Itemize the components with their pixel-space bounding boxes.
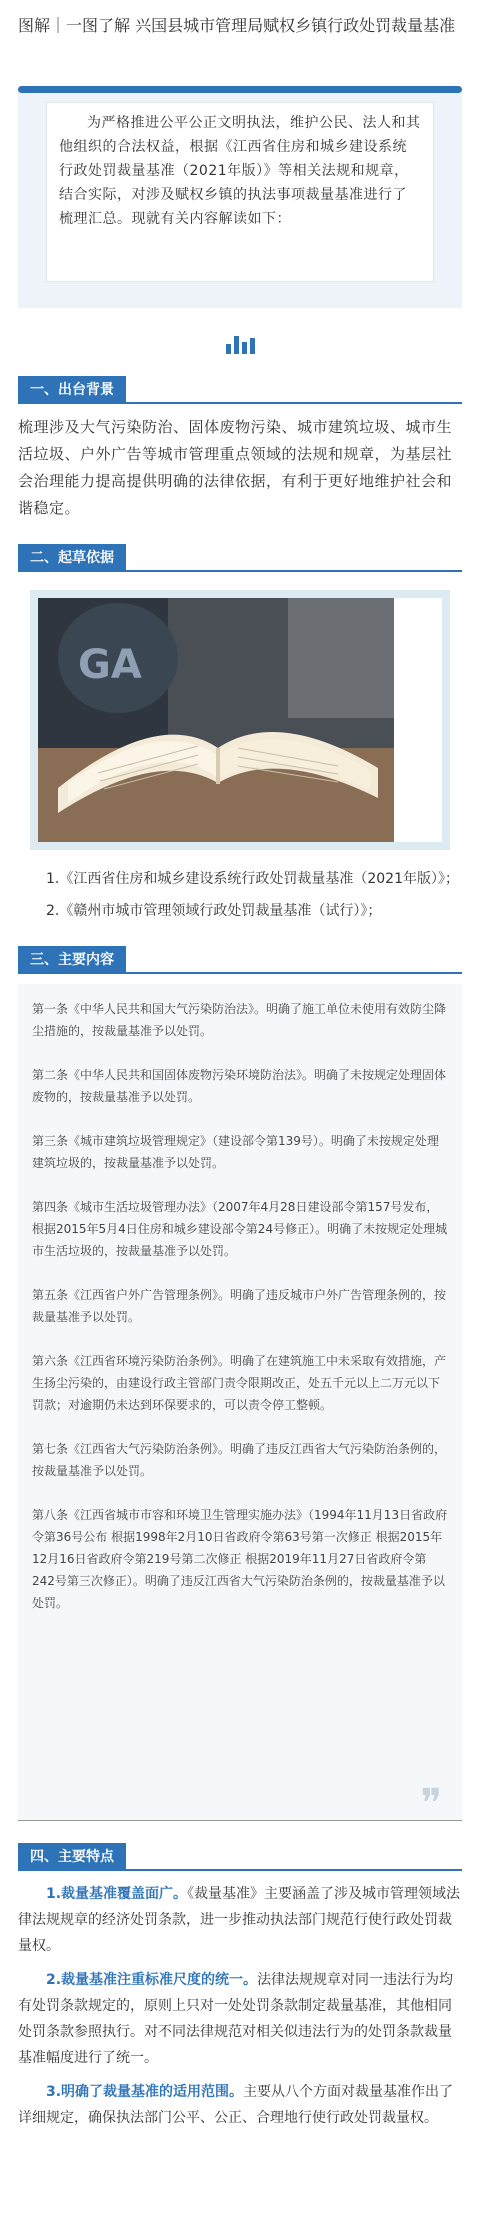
content-item: 第八条《江西省城市市容和环境卫生管理实施办法》（1994年11月13日省政府令第36号公布 根据1998年2月10日省政府令第63号第一次修正 根据2015年12月16日省政府令第219号第二次修正 根据2019年11月27日省政府令第242号第三次修正）。明确了违反江西省大气污染防治条例的，按裁量基准予以处罚。: [32, 1508, 448, 1610]
intro-text: 为严格推进公平公正文明执法，维护公民、法人和其他组织的合法权益，根据《江西省住房和城乡建设系统行政处罚裁量基准（2021年版）》等相关法规和规章，结合实际，对涉及赋权乡镇的执法事项裁量基准进行了梳理汇总。现就有关内容解读如下：: [46, 102, 434, 282]
feature-text: 法律法规规章对同一违法行为均有处罚条款规定的，原则上只对一处处罚条款制定裁量基准，其他相同处罚条款参照执行。对不同法律规范对相关似违法行为的处罚条款裁量基准幅度进行了统一。: [18, 1972, 454, 2066]
content-item: 第七条《江西省大气污染防治条例》。明确了违反江西省大气污染防治条例的，按裁量基准予以处罚。: [32, 1442, 447, 1478]
bar-chart-icon: [0, 324, 480, 354]
feature-item: [18, 2079, 462, 2131]
intro-panel: [18, 86, 462, 316]
feature-item: [18, 1967, 462, 2071]
section-heading-label: 一、出台背景: [18, 376, 126, 404]
features-list: [18, 1881, 462, 2131]
section-heading-label: 三、主要内容: [18, 946, 126, 974]
background-text: 梳理涉及大气污染防治、固体废物污染、城市建筑垃圾、城市生活垃圾、户外广告等城市管理重点领域的法规和规章，为基层社会治理能力提高提供明确的法律依据，有利于更好地维护社会和谐稳定。: [18, 418, 453, 517]
basis-item: 2.《赣州市城市管理领域行政处罚裁量基准（试行）》；: [46, 903, 382, 919]
section-heading-basis: [18, 542, 462, 572]
content-item: 第一条《中华人民共和国大气污染防治法》。明确了施工单位未使用有效防尘降尘措施的，按裁量基准予以处罚。: [32, 1002, 447, 1038]
content-item: 第四条《城市生活垃圾管理办法》（2007年4月28日建设部令第157号发布，根据2015年5月4日住房和城乡建设部令第24号修正）。明确了未按规定处理城市生活垃圾的，按裁量基准予以处罚。: [32, 1200, 448, 1258]
svg-text:GA: GA: [78, 642, 142, 688]
feature-text: 主要从八个方面对裁量基准作出了详细规定，确保执法部门公平、公正、合理地行使行政处罚裁量权。: [18, 2084, 454, 2126]
content-item: 第五条《江西省户外广告管理条例》。明确了违反城市户外广告管理条例的，按裁量基准予以处罚。: [32, 1288, 447, 1324]
content-item: 第二条《中华人民共和国固体废物污染环境防治法》。明确了未按规定处理固体废物的，按裁量基准予以处罚。: [32, 1068, 447, 1104]
content-panel: [18, 984, 462, 1827]
open-book-illustration: [38, 598, 394, 842]
content-divider: [18, 1820, 462, 1821]
section-heading-label: 二、起草依据: [18, 544, 126, 572]
feature-highlight: 1.裁量基准覆盖面广。: [46, 1886, 188, 1902]
content-item: 第六条《江西省环境污染防治条例》。明确了在建筑施工中未采取有效措施，产生扬尘污染的，由建设行政主管部门责令限期改正，处五千元以上二万元以下罚款；对逾期仍未达到环保要求的，可以责令停工整顿。: [32, 1354, 447, 1412]
section-heading-background: [18, 374, 462, 404]
quote-icon: ❞: [420, 1781, 442, 1827]
feature-text: 《裁量基准》主要涵盖了涉及城市管理领域法律法规规章的经济处罚条款，进一步推动执法部门规范行使行政处罚裁量权。: [18, 1886, 461, 1954]
section-heading-content: [18, 944, 462, 974]
section-heading-features: [18, 1841, 462, 1871]
open-book-photo: [30, 590, 450, 850]
basis-list: [18, 866, 462, 924]
feature-item: [18, 1881, 462, 1959]
feature-highlight: 2.裁量基准注重标准尺度的统一。: [46, 1972, 258, 1988]
content-item: 第三条《城市建筑垃圾管理规定》（建设部令第139号）。明确了未按规定处理建筑垃圾的，按裁量基准予以处罚。: [32, 1134, 439, 1170]
article-title: 图解｜一图了解 兴国县城市管理局赋权乡镇行政处罚裁量基准: [18, 16, 456, 35]
basis-item: 1.《江西省住房和城乡建设系统行政处罚裁量基准（2021年版）》；: [46, 871, 459, 887]
intro-top-bar: [18, 86, 462, 93]
feature-highlight: 3.明确了裁量基准的适用范围。: [46, 2084, 244, 2100]
section-heading-label: 四、主要特点: [18, 1843, 126, 1871]
